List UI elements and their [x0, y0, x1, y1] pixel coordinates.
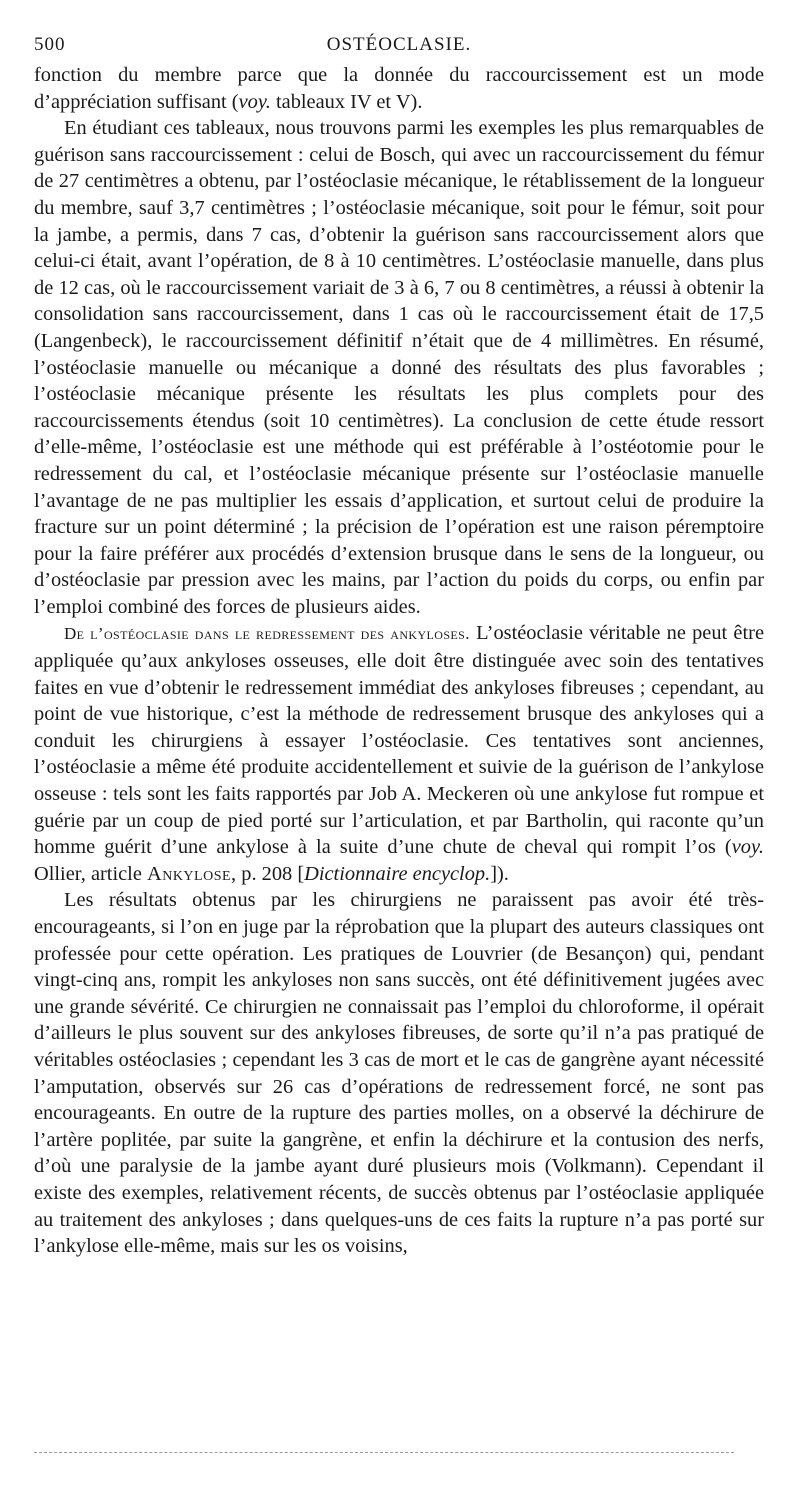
- running-title: OSTÉOCLASIE.: [326, 34, 472, 55]
- paragraph-3: [34, 620, 764, 887]
- page-number: 500: [34, 34, 66, 55]
- text-segment: ]).: [490, 862, 509, 885]
- text-segment: En étudiant ces tableaux, nous trouvons parmi les exemples les plus remarquables de guérison sans raccourcissement : celui de Bosch, qui avec un raccourcissement du fémur de 27 centimètres a obtenu, par l’ostéoclasie mécanique, le rétablissement de la longueur du membre, sauf 3,7 centimètres ; l’ostéoclasie mécanique, soit pour le fémur, soit pour la jambe, a permis, dans 7 cas, d’obtenir la guérison sans raccourcissement alors que celui-ci était, avant l’opération, de 8 à 10 centimètres. L’ostéoclasie manuelle, dans plus de 12 cas, où le raccourcissement variait de 3 à 6, 7 ou 8 centimètres, a réussi à obtenir la consolidation sans raccourcissement, dans 1 cas où le raccourcissement était de 17,5 (Langenbeck), le raccourcissement définitif n’était que de 4 millimètres. En résumé, l’ostéoclasie manuelle ou mécanique a donné des résultats des plus favorables ; l’ostéoclasie mécanique présente les résultats les plus complets pour des raccourcissements étendus (soit 10 centimètres). La conclusion de cette étude ressort d’elle-même, l’ostéoclasie est une méthode qui est préférable à l’ostéotomie pour le redressement du cal, et l’ostéoclasie mécanique présente sur l’ostéoclasie manuelle l’avantage de ne pas multiplier les essais d’application, et surtout celui de produire la fracture sur un point déterminé ; la précision de l’opération est une raison péremptoire pour la faire préférer aux procédés d’extension brusque dans le sens de la longueur, ou d’ostéoclasie par pression avec les mains, par l’action du poids du corps, ou enfin par l’emploi combiné des forces de plusieurs aides.: [34, 117, 764, 618]
- paragraph-2: [34, 115, 764, 620]
- paragraph-4: [34, 887, 764, 1259]
- text-segment: fonction du membre parce que la donnée du raccourcissement est un mode d’appréciation suffisant (: [34, 64, 764, 113]
- book-page: [34, 26, 764, 1260]
- text-segment: Les résultats obtenus par les chirurgiens ne paraissent pas avoir été très-encourageants, si l’on en juge par la réprobation que la plupart des auteurs classiques ont professée pour cette opération. Les pratiques de Louvrier (de Besançon) qui, pendant vingt-cinq ans, rompit les ankyloses non sans succès, ont été définitivement jugées avec une grande sévérité. Ce chirurgien ne connaissait pas l’emploi du chloroforme, il opérait d’ailleurs le plus souvent sur des ankyloses fibreuses, de sorte qu’il n’a pas pratiqué de véritables ostéoclasies ; cependant les 3 cas de mort et le cas de gangrène ayant nécessité l’amputation, observés sur 26 cas d’opérations de redressement forcé, ne sont pas encourageants. En outre de la rupture des parties molles, on a observé la déchirure de l’artère poplitée, par suite la gangrène, et enfin la déchirure et la contusion des nerfs, d’où une paralysie de la jambe ayant duré plusieurs mois (Volkmann). Cependant il existe des exemples, relativement récents, de succès obtenus par l’ostéoclasie appliquée au traitement des ankyloses ; dans quelques-uns de ces faits la rupture n’a pas porté sur l’ankylose elle-même, mais sur les os voisins,: [34, 889, 764, 1258]
- bottom-rule: [34, 1452, 734, 1453]
- text-segment: L’ostéoclasie véritable ne peut être appliquée qu’aux ankyloses osseuses, elle doit être distinguée avec soin des tentatives faites en vue d’obtenir le redressement immédiat des ankyloses fibreuses ; cependant, au point de vue historique, c’est la méthode de redressement brusque des ankyloses qui a conduit les chirurgiens à essayer l’ostéoclasie. Ces tentatives sont anciennes, l’ostéoclasie a même été produite accidentellement et suivie de la guérison de l’ankylose osseuse : tels sont les faits rapportés par Job A. Meckeren où une ankylose fut rompue et guérie par un coup de pied porté sur l’articulation, et par Bartholin, qui raconte qu’un homme guérit d’une ankylose à la suite d’une chute de cheval qui rompit l’os (: [34, 622, 764, 859]
- text-segment-italic: voy.: [238, 90, 271, 113]
- text-segment-italic: voy.: [731, 836, 764, 859]
- text-segment: , p. 208 [: [231, 862, 305, 885]
- running-head: [34, 26, 764, 62]
- text-segment: Ollier, article: [34, 862, 147, 885]
- text-segment-italic: Dictionnaire encyclop.: [304, 862, 491, 885]
- text-segment-smallcaps: Ankylose: [146, 862, 232, 885]
- section-heading: De l’ostéoclasie dans le redressement des ankyloses.: [64, 624, 470, 644]
- paragraph-1: [34, 62, 764, 115]
- text-segment: tableaux IV et V).: [270, 90, 423, 113]
